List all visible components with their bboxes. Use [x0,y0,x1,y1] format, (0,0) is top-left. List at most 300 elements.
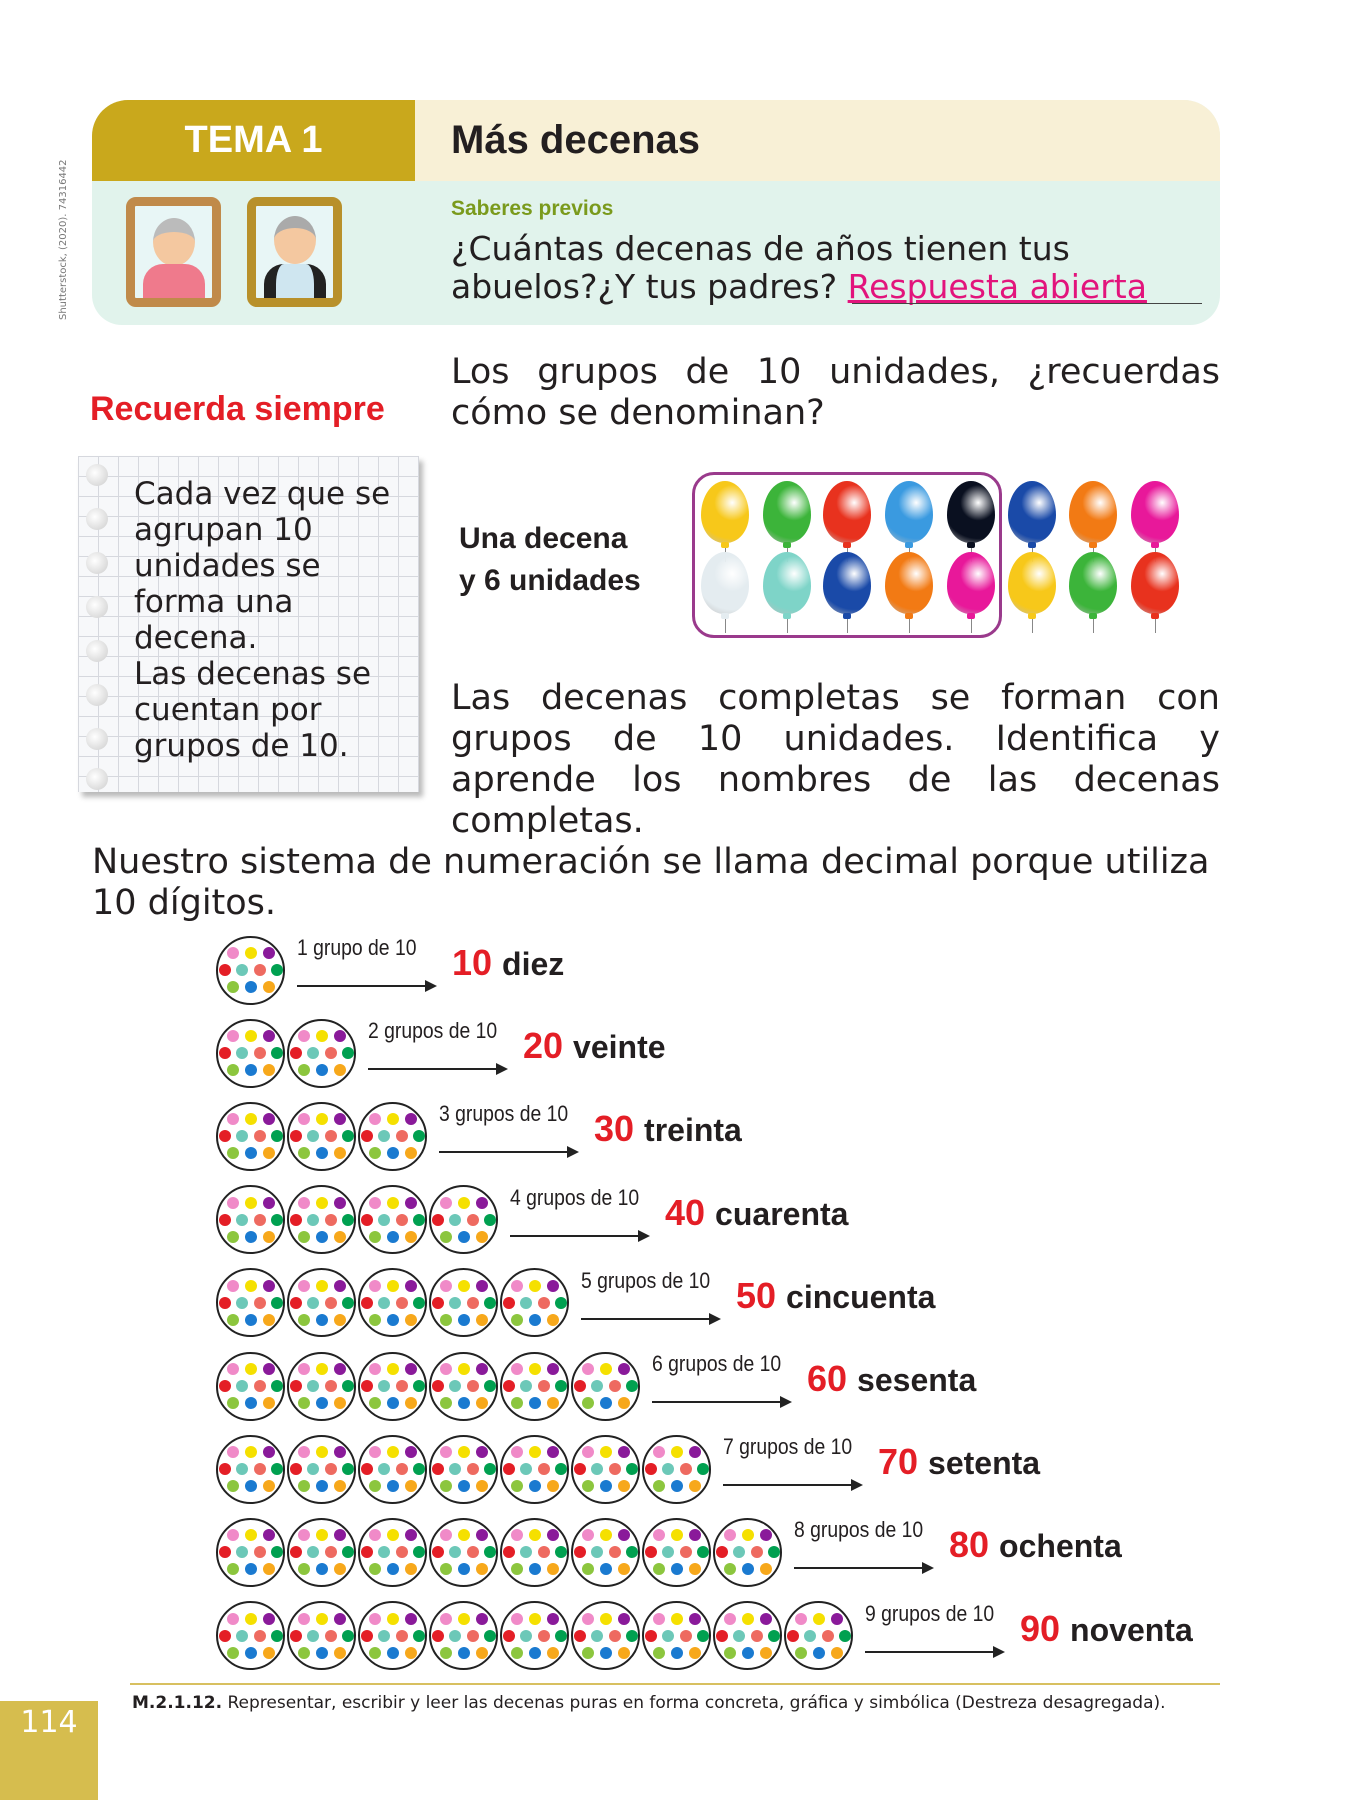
arrow-icon [368,1068,506,1070]
topic-number: TEMA 1 [92,100,415,181]
tens-number [1020,1608,1193,1650]
dot [600,1529,612,1541]
ten-dots-group [287,1518,356,1587]
dot [503,1297,515,1309]
ten-dots-group [713,1601,782,1670]
dot [245,1147,257,1159]
dot [413,1546,425,1558]
ten-dots-group [287,1019,356,1088]
balloon-icon [701,552,749,614]
dot [476,1197,488,1209]
dot [263,1280,275,1292]
dot [449,1214,461,1226]
dot [334,1030,346,1042]
footer-divider [130,1683,1220,1685]
dot [245,1197,257,1209]
dot [680,1630,692,1642]
number-value: 90 [1020,1607,1061,1649]
dot [316,1529,328,1541]
dot [440,1197,452,1209]
dot [440,1529,452,1541]
dot [263,1397,275,1409]
dot [263,1613,275,1625]
ten-dots-group [358,1518,427,1587]
dot [795,1647,807,1659]
dot [520,1463,532,1475]
dot [245,981,257,993]
dot [645,1463,657,1475]
dot [245,1314,257,1326]
dot [529,1314,541,1326]
dot [245,947,257,959]
dot [227,1529,239,1541]
dot [645,1546,657,1558]
dot [724,1563,736,1575]
question-text [451,230,1211,306]
skill-description: Representar, escribir y leer las decenas puras en forma concreta, gráfica y simbólica (Destreza desagregada). [222,1693,1166,1713]
ten-dots-group [287,1601,356,1670]
ten-dots-group [642,1601,711,1670]
dot [547,1363,559,1375]
dot [387,1147,399,1159]
dot [254,1297,266,1309]
dot [334,1147,346,1159]
dot [342,1130,354,1142]
balloon-icon [1131,481,1179,543]
dot [263,1231,275,1243]
ten-dots-group [216,1102,285,1171]
dot [458,1280,470,1292]
dot [227,1397,239,1409]
dot [538,1546,550,1558]
skill-code: M.2.1.12. [132,1693,223,1713]
dot [219,1463,231,1475]
dot [245,1231,257,1243]
dot [440,1563,452,1575]
dot [742,1529,754,1541]
dot [458,1529,470,1541]
dot [316,1113,328,1125]
dot [405,1529,417,1541]
dot [334,1397,346,1409]
dot [520,1546,532,1558]
dot [555,1297,567,1309]
dot [582,1613,594,1625]
dot [449,1546,461,1558]
dot [369,1314,381,1326]
dot [316,1363,328,1375]
dot [529,1563,541,1575]
balloon-icon [885,481,933,543]
dot [768,1630,780,1642]
dot [369,1446,381,1458]
caption-line: Una decena [459,522,628,555]
dot [689,1480,701,1492]
dot [290,1214,302,1226]
dot [511,1613,523,1625]
dot [476,1397,488,1409]
dot [361,1546,373,1558]
tens-number [665,1192,848,1234]
dot [298,1613,310,1625]
dot [645,1630,657,1642]
dot [271,1380,283,1392]
dot [245,1446,257,1458]
dot [671,1529,683,1541]
dot [227,1613,239,1625]
dot [387,1397,399,1409]
dot [263,981,275,993]
dot [254,1463,266,1475]
dot [316,1480,328,1492]
dot [458,1197,470,1209]
dot [689,1613,701,1625]
dot [467,1297,479,1309]
dot [245,1397,257,1409]
dot [290,1546,302,1558]
dot [600,1647,612,1659]
dot [671,1480,683,1492]
dot [298,1064,310,1076]
dot [440,1397,452,1409]
dot [245,1030,257,1042]
dot [405,1446,417,1458]
dot [263,1314,275,1326]
dot [413,1214,425,1226]
dot [484,1214,496,1226]
dot [653,1480,665,1492]
dot [440,1231,452,1243]
dot [227,1363,239,1375]
dot [689,1529,701,1541]
dot [263,1529,275,1541]
number-value: 20 [523,1025,564,1067]
dot [458,1397,470,1409]
dot [467,1380,479,1392]
balloon-icon [1008,552,1056,614]
dot [396,1630,408,1642]
dot [804,1630,816,1642]
dot [325,1047,337,1059]
dot [413,1380,425,1392]
dot [405,1480,417,1492]
arrow-icon [510,1235,648,1237]
reminder-note [78,456,419,792]
dot [529,1397,541,1409]
dot [484,1630,496,1642]
ten-dots-group [216,1352,285,1421]
dot [219,1130,231,1142]
dot [245,1280,257,1292]
dot [245,1480,257,1492]
dot [520,1380,532,1392]
dot [342,1297,354,1309]
group-label: 9 grupos de 10 [865,1600,995,1626]
ten-dots-group [216,1268,285,1337]
answer-text: Respuesta abierta [847,267,1147,306]
dot [555,1380,567,1392]
balloon-icon [885,552,933,614]
ten-dots-group [358,1102,427,1171]
dot [476,1231,488,1243]
dot [813,1647,825,1659]
reminder-text: Cada vez que se agrupan 10 unidades se forma una decena. Las decenas se cuentan por grupos de 10. [134,476,391,764]
dot [378,1380,390,1392]
dot [440,1280,452,1292]
dot [316,1197,328,1209]
dot [618,1397,630,1409]
dot [476,1363,488,1375]
dot [653,1563,665,1575]
dot [626,1380,638,1392]
dot [290,1297,302,1309]
dot [724,1529,736,1541]
dot [476,1563,488,1575]
dot [263,1113,275,1125]
dot [768,1546,780,1558]
dot [405,1231,417,1243]
dot [582,1563,594,1575]
balloon-icon [823,552,871,614]
dot [609,1630,621,1642]
ten-dots-group [358,1352,427,1421]
skill-text [132,1693,1166,1713]
dot [316,1280,328,1292]
dot [547,1563,559,1575]
dot [618,1363,630,1375]
dot [609,1463,621,1475]
dot [227,1147,239,1159]
dot [511,1314,523,1326]
dot [458,1480,470,1492]
dot [484,1380,496,1392]
dot [342,1047,354,1059]
dot [396,1130,408,1142]
dot [316,1147,328,1159]
dot [503,1463,515,1475]
number-value: 30 [594,1108,635,1150]
dot [600,1613,612,1625]
dot [236,1214,248,1226]
dot [458,1647,470,1659]
image-credit: Shutterstock, (2020). 74316442 [58,159,69,320]
dot [396,1380,408,1392]
dot [361,1463,373,1475]
dot [547,1280,559,1292]
dot [263,1480,275,1492]
dot [219,964,231,976]
dot [369,1529,381,1541]
dot [387,1613,399,1625]
tens-number [807,1358,976,1400]
ten-dots-group [287,1268,356,1337]
dot [405,1113,417,1125]
dot [396,1214,408,1226]
dot [760,1613,772,1625]
dot [538,1297,550,1309]
dot [511,1563,523,1575]
dot [325,1297,337,1309]
dot [697,1463,709,1475]
dot [334,1231,346,1243]
number-value: 80 [949,1524,990,1566]
completas-text: Las decenas completas se forman con grupos de 10 unidades. Identifica y aprende los nombres de las decenas completas. [451,678,1220,841]
dot [369,1147,381,1159]
dot [742,1647,754,1659]
ten-dots-group [287,1435,356,1504]
dot [254,1546,266,1558]
dot [574,1380,586,1392]
dot [378,1297,390,1309]
dot [555,1630,567,1642]
ten-dots-group [216,1435,285,1504]
dot [298,1314,310,1326]
number-value: 50 [736,1274,777,1316]
balloon-icon [1069,552,1117,614]
ten-dots-group [216,1185,285,1254]
intro-line-1: Los grupos de 10 unidades, ¿recuerdas [451,352,1220,392]
dot [484,1463,496,1475]
dot [609,1380,621,1392]
dot [760,1647,772,1659]
dot [361,1214,373,1226]
arrow-icon [297,985,435,987]
dot [219,1047,231,1059]
dot [316,1231,328,1243]
dot [271,1047,283,1059]
dot [405,1563,417,1575]
dot [396,1546,408,1558]
ten-dots-group [500,1352,569,1421]
dot [325,1630,337,1642]
ten-dots-group [500,1601,569,1670]
dot [227,1197,239,1209]
dot [716,1546,728,1558]
dot [440,1446,452,1458]
dot [298,1280,310,1292]
dot [618,1613,630,1625]
dot [511,1529,523,1541]
ten-dots-group [571,1435,640,1504]
dot [325,1546,337,1558]
number-word: noventa [1070,1611,1193,1648]
balloon-caption [459,518,641,602]
dot [387,1280,399,1292]
dot [760,1563,772,1575]
dot [219,1297,231,1309]
dot [254,1214,266,1226]
dot [245,1363,257,1375]
dot [316,1064,328,1076]
arrow-icon [794,1567,932,1569]
group-label: 3 grupos de 10 [439,1101,569,1127]
dot [219,1380,231,1392]
dot [574,1546,586,1558]
dot [342,1380,354,1392]
dot [254,1380,266,1392]
dot [227,1480,239,1492]
dot [405,1647,417,1659]
dot [405,1197,417,1209]
dot [432,1297,444,1309]
dot [591,1380,603,1392]
balloon-icon [1008,481,1056,543]
dot [298,1363,310,1375]
dot [582,1363,594,1375]
dot [484,1297,496,1309]
ten-dots-group [429,1601,498,1670]
dot [290,1380,302,1392]
dot [342,1546,354,1558]
dot [378,1214,390,1226]
balloon-icon [701,481,749,543]
dot [307,1630,319,1642]
dot [716,1630,728,1642]
dot [751,1630,763,1642]
number-value: 70 [878,1441,919,1483]
tens-number [523,1025,666,1067]
dot [298,1647,310,1659]
dot [618,1563,630,1575]
ten-dots-group [287,1352,356,1421]
dot [458,1231,470,1243]
dot [316,1446,328,1458]
dot [236,1630,248,1642]
dot [511,1446,523,1458]
dot [432,1463,444,1475]
dot [476,1647,488,1659]
ten-dots-group [500,1518,569,1587]
dot [378,1630,390,1642]
dot [298,1563,310,1575]
tens-number [736,1275,935,1317]
dot [369,1231,381,1243]
dot [307,1047,319,1059]
dot [307,1546,319,1558]
arrow-icon [865,1651,1003,1653]
dot [307,1130,319,1142]
dot [271,1214,283,1226]
dot [591,1630,603,1642]
dot [671,1613,683,1625]
dot [503,1546,515,1558]
ten-dots-group [216,1019,285,1088]
question: ¿Cuántas decenas de años tienen tus abuelos?¿Y tus padres? [451,229,1070,306]
arrow-icon [439,1151,577,1153]
dot [520,1630,532,1642]
dot [361,1297,373,1309]
dot [529,1613,541,1625]
dot [387,1231,399,1243]
number-word: cuarenta [715,1195,849,1232]
tens-number [452,942,564,984]
dot [245,1613,257,1625]
dot [334,1197,346,1209]
dot [662,1630,674,1642]
ten-dots-group [429,1268,498,1337]
dot [547,1480,559,1492]
dot [227,1231,239,1243]
dot [307,1297,319,1309]
dot [432,1214,444,1226]
dot [449,1297,461,1309]
answer-line [852,303,1202,304]
dot [236,1546,248,1558]
dot [432,1546,444,1558]
sistema-text: Nuestro sistema de numeración se llama decimal porque utiliza 10 dígitos. [92,842,1210,923]
intro-line-2: cómo se denominan? [451,393,825,433]
dot [298,1480,310,1492]
